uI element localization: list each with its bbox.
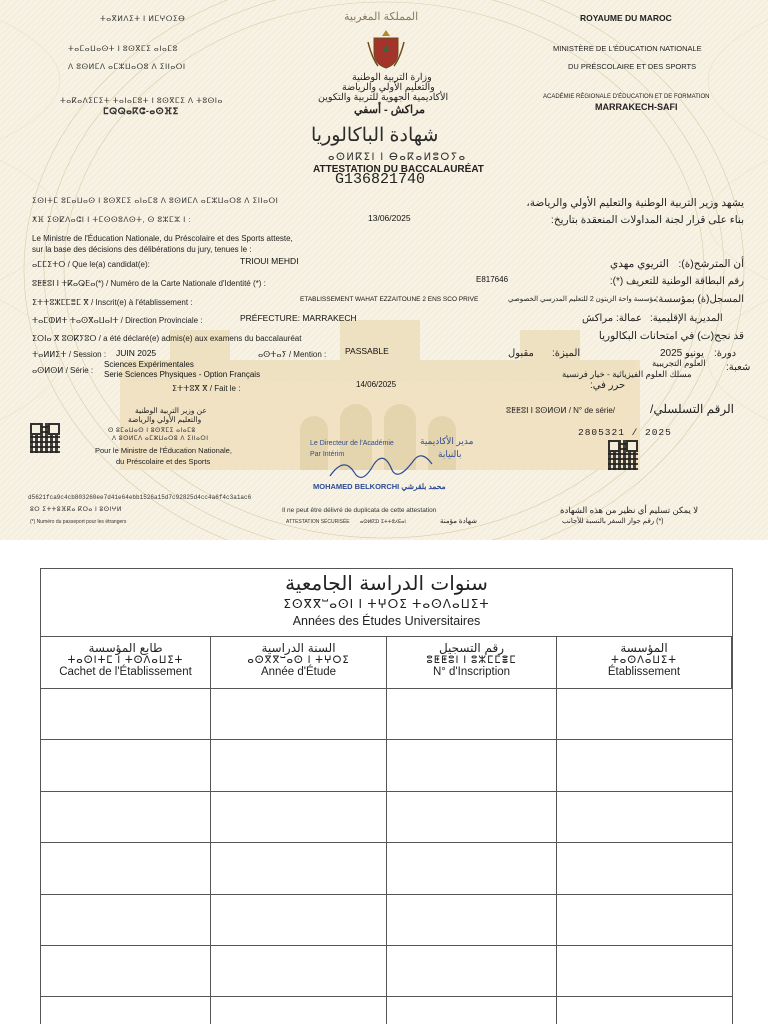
table-cell [211, 740, 387, 791]
intro-tif-2: ⵅⴼ ⵉⵙⵇⴷⴰⵛⵏ ⵏ ⵜⵎⵙⵙⵓⴷⵙⵜ, ⵙ ⵓⵣⵎⵣ ⵏ : [32, 215, 192, 224]
column-header-tif: ⵜⴰⵙⴷⴰⵡⵉⵜ [611, 655, 677, 666]
table-grid [41, 637, 732, 1024]
column-header-ar: رقم التسجيل [438, 641, 505, 655]
ministry-fr-2: DU PRÉSCOLAIRE ET DES SPORTS [568, 62, 697, 71]
table-cell [557, 740, 732, 791]
school-value: ETABLISSEMENT WAHAT EZZAITOUNE 2 ENS SCO PRIVE [300, 296, 479, 303]
column-header-ar: المؤسسة [620, 641, 668, 655]
session-ar-value: يونيو 2025 [660, 348, 704, 359]
column-header-ar: طابع المؤسسة [88, 641, 163, 655]
table-cell [387, 689, 557, 740]
region-fr: MARRAKECH-SAFI [595, 102, 678, 112]
column-header-fr: Année d'Étude [260, 666, 337, 678]
province-ar-label: المديرية الإقليمية: [650, 313, 723, 324]
intro-ar-2: بناء على قرار لجنة المداولات المنعقدة بتاريخ: [550, 214, 744, 226]
mention-ar-value: مقبول [508, 348, 534, 359]
school-ar-label: المسجل(ة) بمؤسسة: [655, 294, 744, 305]
footnote-ar: (*) رقم جواز السفر بالنسبة للأجانب [562, 518, 664, 525]
table-cell [557, 792, 732, 843]
serial-ar-label: الرقم التسلسلي/ [650, 402, 734, 416]
signer-name: MOHAMED BELKORCHI محمد بلقرشي [313, 482, 446, 491]
ministry-ar-1: وزارة التربية الوطنية [352, 72, 432, 83]
table-cell [557, 689, 732, 740]
session-ar-label: دورة: [714, 348, 737, 359]
admitted-fr: ⵉⵔⵏⴰ ⴳ ⵓⵙⴽⵢⵓⵔ / a été déclaré(e) admis(e) aux examens du baccalauréat [32, 334, 302, 343]
document-hash: d5621fca9c4cb803260ee7d41e64ebb1526a15d7c92825d4cc4a6f4c3a1ac6 [28, 494, 252, 501]
table-cell [211, 689, 387, 740]
sign-ar-2: والتعليم الأولي والرياضة [128, 415, 202, 424]
column-header-tif: ⵓⵟⵟⵓⵏ ⵏ ⵓⵣⵎⵎⴻⵎ [426, 655, 517, 666]
intro-fr-2: sur la base des décisions des délibérations du jury, tenues le : [32, 245, 252, 254]
title-tifinagh: ⴰⵙⵍⴽⵉⵏ ⵏ ⴱⴰⴽⴰⵍⵓⵔⵢⴰ [328, 152, 467, 163]
table-cell [557, 946, 732, 997]
footer-ar-note: لا يمكن تسليم أي نظير من هذه الشهادة [560, 505, 699, 515]
column-header-cachet [41, 637, 211, 689]
column-header-tif: ⴰⵙⴳⴳⵯⴰⵙ ⵏ ⵜⵖⵔⵉ [247, 655, 350, 666]
qr-code-right [608, 440, 638, 470]
ministry-fr-1: MINISTÈRE DE L'ÉDUCATION NATIONALE [553, 44, 702, 53]
serie-ar-value-2: مسلك العلوم الفيزيائية - خيار فرنسية [562, 369, 692, 379]
certificate-number: G136821740 [335, 171, 426, 188]
sign-tif-2: ⴷ ⵓⵙⵍⵎⴷ ⴰⵎⵣⵡⴰⵔⵓ ⴷ ⵉⵏⵏⴰⵔⵏ [112, 436, 209, 442]
stamp-fr-2: Par Intérim [310, 451, 345, 458]
province-label: ⵜⴰⵎⵀⵍⵜ ⵜⴰⵙⴳⴰⵡⴰⵏⵜ / Direction Provinciale : [32, 316, 203, 325]
sign-tif-1: ⵙ ⵓⵎⴰⵡⴰⵙ ⵏ ⵓⵙⴳⵎⵉ ⴰⵏⴰⵎⵓ [108, 428, 196, 434]
intro-ar-1: يشهد وزير التربية الوطنية والتعليم الأولي والرياضة، [526, 197, 744, 209]
header-left-line-1: ⵜⴰⴳⵍⴷⵉⵜ ⵏ ⵍⵎⵖⵔⵉⴱ [100, 14, 186, 23]
sign-fr-2: du Préscolaire et des Sports [116, 457, 211, 466]
table-cell [211, 946, 387, 997]
table-cell [211, 792, 387, 843]
footnote-fr: (*) Numéro du passeport pour les étrangers [30, 519, 127, 525]
table-title-tif: ⵉⵙⴳⴳⵯⴰⵙⵏ ⵏ ⵜⵖⵔⵉ ⵜⴰⵙⴷⴰⵡⵉⵜ [283, 597, 490, 611]
ministry-ar-2: والتعليم الأولي والرياضة [342, 82, 435, 93]
stamp-ar-2: بالنيابة [438, 449, 462, 459]
academy-fr: ACADÉMIE RÉGIONALE D'ÉDUCATION ET DE FORMATION [543, 94, 710, 100]
cin-ar-label: رقم البطاقة الوطنية للتعريف (*): [609, 276, 744, 287]
table-cell [41, 740, 211, 791]
session-value: JUIN 2025 [116, 348, 157, 358]
done-label: ⵉⵜⵜⵓⴳ ⴳ / Fait le : [172, 384, 241, 393]
region-ar: مراكش - أسفي [354, 104, 426, 116]
footer-fr-note: Il ne peut être délivré de duplicata de cette attestation [282, 507, 437, 514]
title-fr: ATTESTATION DU BACCALAURÉAT [313, 164, 484, 175]
table-cell [557, 843, 732, 894]
deliberation-date: 13/06/2025 [368, 213, 411, 223]
school-ar-value: مؤسسة واحة الزيتون 2 للتعليم المدرسي الخصوصي [508, 296, 657, 303]
school-label: ⵉⵜⵜⵓⵣⵎⵎⴻⵎ ⴳ / Inscrit(e) à l'établissement : [32, 298, 193, 307]
table-cell [41, 997, 211, 1024]
table-title [41, 569, 732, 637]
cin-value: E817646 [476, 275, 509, 284]
serie-value-1: Sciences Expérimentales [104, 360, 194, 369]
header-left-region: ⵎⵕⵕⴰⴽⵛ-ⴰⵙⴼⵉ [103, 106, 179, 116]
secure-tif: ⴰⵙⵍⴽⵉⵏ ⵉⵜⵜⵓⵃⴹⴰⵏ [360, 519, 406, 525]
header-left-line-2: ⵜⴰⵎⴰⵡⴰⵙⵜ ⵏ ⵓⵙⴳⵎⵉ ⴰⵏⴰⵎⵓ [68, 44, 178, 53]
table-cell [41, 843, 211, 894]
done-date: 14/06/2025 [356, 380, 397, 389]
stamp-ar-1: مدير الأكاديمية [420, 436, 474, 446]
column-header-fr: Établissement [607, 666, 681, 678]
mention-value: PASSABLE [345, 346, 389, 356]
title-ar: شهادة الباكالوريا [311, 125, 439, 146]
table-title-fr: Années des Études Universitaires [292, 614, 481, 628]
serie-ar-value-3: حرر في: [590, 380, 626, 391]
sign-fr-1: Pour le Ministre de l'Éducation Nationale, [95, 446, 232, 455]
column-header-annee [211, 637, 387, 689]
intro-tif-1: ⵉⵙⵏⵜⵎ ⵓⵎⴰⵡⴰⵙ ⵏ ⵓⵙⴳⵎⵉ ⴰⵏⴰⵎⵓ ⴷ ⵓⵙⵍⵎⴷ ⴰⵎⵣⵡⴰⵔⵓ ⴷ ⵉⵏⵏⴰⵔⵏ [32, 196, 279, 205]
university-years-table [40, 568, 733, 1024]
province-value: PRÉFECTURE: MARRAKECH [240, 313, 357, 323]
candidate-label: ⴰⵎⵎⵉⵜⵔ / Que le(a) candidat(e): [32, 260, 150, 269]
qr-code-left [30, 423, 60, 453]
table-cell [387, 740, 557, 791]
table-cell [387, 997, 557, 1024]
coat-of-arms-icon [366, 28, 406, 70]
table-cell [41, 895, 211, 946]
column-header-ar: السنة الدراسية [261, 641, 336, 655]
signature-scribble [326, 454, 436, 484]
serial-number: 2805321 / 2025 [578, 427, 672, 438]
column-header-fr: Cachet de l'Établissement [59, 666, 192, 678]
session-label: ⵜⴰⵍⵍⵉⵜ / Session : [32, 350, 107, 359]
table-title-ar: سنوات الدراسة الجامعية [285, 571, 488, 595]
table-cell [41, 946, 211, 997]
mention-label: ⴰⵙⵜⴰⵢ / Mention : [258, 350, 327, 359]
table-cell [387, 792, 557, 843]
table-cell [41, 792, 211, 843]
column-header-tif: ⵜⴰⵙⵏⵜⵎ ⵏ ⵜⵙⴷⴰⵡⵉⵜ [67, 655, 184, 666]
candidate-name: TRIOUI MEHDI [240, 256, 299, 266]
footer-tif-note: ⵓⵔ ⵉⵜⵜⵓⴼⴽⴰ ⴽⵔⴰ ⵏ ⵓⵙⵏⵖⵍ [30, 507, 122, 513]
column-header-fr: N° d'Inscription [432, 666, 511, 678]
province-ar-value: عمالة: مراكش [582, 313, 642, 324]
header-left-line-3: ⴷ ⵓⵙⵍⵎⴷ ⴰⵎⵣⵡⴰⵔⵓ ⴷ ⵉⵏⵏⴰⵔⵏ [68, 62, 186, 71]
secure-ar: شهادة مؤمنة [440, 518, 477, 525]
academy-ar: الأكاديمية الجهوية للتربية والتكوين [318, 92, 449, 103]
table-cell [387, 843, 557, 894]
mention-ar-label: الميزة: [552, 348, 581, 359]
serie-value-2: Serie Sciences Physiques - Option Français [104, 370, 261, 379]
table-cell [211, 843, 387, 894]
candidate-ar-name: التريوي مهدي [610, 258, 669, 270]
cin-label: ⵓⵟⵟⵓⵏ ⵏ ⵜⴽⴰⵕⴹⴰ(*) / Numéro de la Carte Nationale d'Identité (*) : [32, 279, 266, 288]
serie-label: ⴰⵙⵍⵙⵍ / Série : [32, 366, 94, 375]
kingdom-fr: ROYAUME DU MAROC [580, 13, 672, 23]
table-cell [387, 895, 557, 946]
kingdom-ar: المملكة المغربية [344, 11, 419, 23]
column-header-inscription [387, 637, 557, 689]
sign-ar-1: عن وزير التربية الوطنية [135, 406, 207, 415]
serial-label: ⵓⵟⵟⵓⵏ ⵏ ⵓⵙⵍⵙⵍ / N° de série/ [506, 406, 616, 415]
secure-fr: ATTESTATION SÉCURISÉE [286, 519, 350, 525]
admitted-ar: قد نجح(ت) في امتحانات البكالوريا [598, 330, 744, 342]
intro-fr-1: Le Ministre de l'Éducation Nationale, du Préscolaire et des Sports atteste, [32, 234, 293, 243]
table-cell [41, 689, 211, 740]
column-header-etablissement [557, 637, 732, 689]
header-left-line-4: ⵜⴰⴽⴰⴷⵉⵎⵉⵜ ⵜⴰⵏⴰⵎⵓⵜ ⵏ ⵓⵙⴳⵎⵉ ⴷ ⵜⵓⵙⵏⴰ [60, 96, 223, 105]
table-cell [211, 997, 387, 1024]
stamp-fr-1: Le Directeur de l'Académie [310, 440, 394, 447]
table-cell [387, 946, 557, 997]
table-cell [557, 997, 732, 1024]
serie-ar-value-1: العلوم التجريبية [652, 358, 706, 368]
serie-ar-label: شعبة: [726, 362, 751, 373]
candidate-ar-label: أن المترشح(ة): [678, 258, 744, 270]
table-cell [557, 895, 732, 946]
table-cell [211, 895, 387, 946]
